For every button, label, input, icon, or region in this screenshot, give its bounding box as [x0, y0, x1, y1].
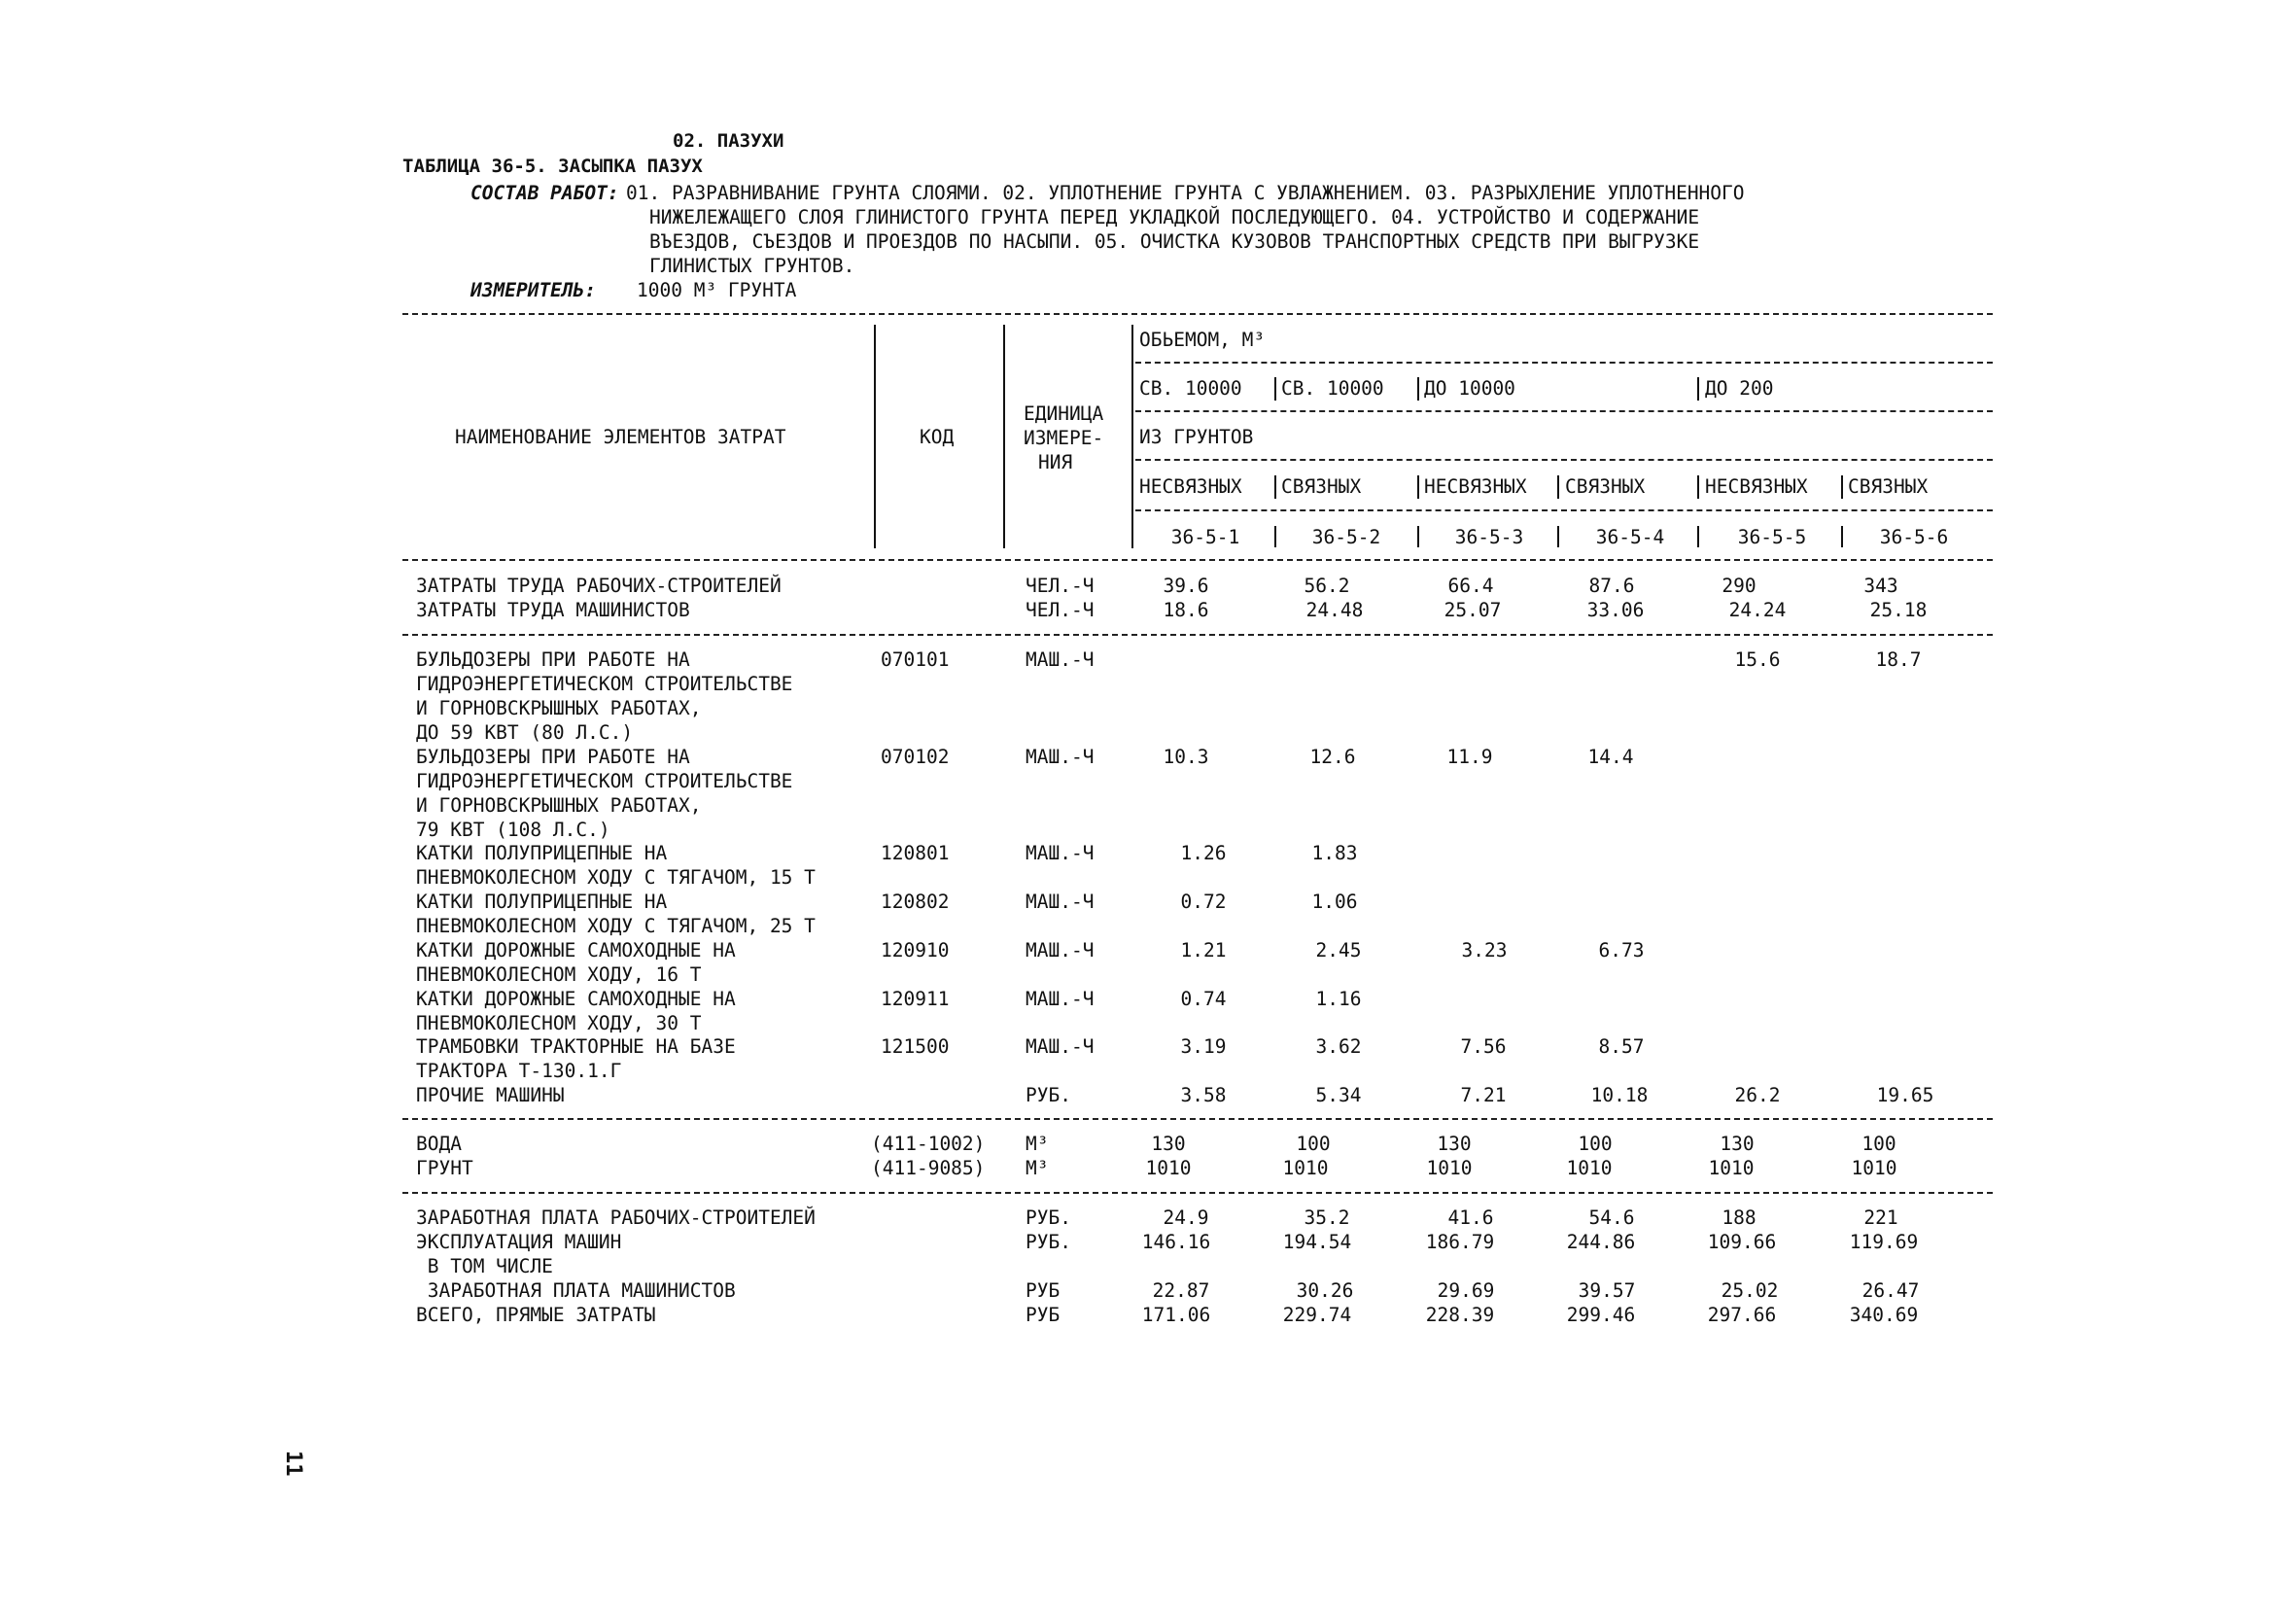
value-cell: 11.9 [1446, 746, 1493, 768]
soil-type-4: СВЯЗНЫХ [1565, 475, 1646, 498]
value-cell: 87.6 [1588, 575, 1635, 597]
value-cell: 22.87 [1152, 1279, 1210, 1302]
value-cell: 25.07 [1444, 599, 1502, 621]
machine-name-line: ГИДРОЭНЕРГЕТИЧЕСКОМ СТРОИТЕЛЬСТВЕ [416, 673, 793, 695]
rule-top [402, 313, 1993, 315]
work-line-3: ВЪЕЗДОВ, СЪЕЗДОВ И ПРОЕЗДОВ ПО НАСЫПИ. 05. ОЧИСТКА КУЗОВОВ ТРАНСПОРТНЫХ СРЕДСТВ ПРИ ВЫГРУЗКЕ [649, 230, 1700, 253]
value-cell: 0.74 [1180, 988, 1227, 1010]
value-cell: 10.3 [1163, 746, 1209, 768]
soil-sep-3 [1557, 475, 1559, 499]
machine-unit: МАШ.-Ч [1026, 746, 1095, 768]
work-line-2: НИЖЕЛЕЖАЩЕГО СЛОЯ ГЛИНИСТОГО ГРУНТА ПЕРЕД УКЛАДКОЙ ПОСЛЕДУЮЩЕГО. 04. УСТРОЙСТВО И СОДЕРЖАНИЕ [649, 206, 1700, 228]
machine-unit: МАШ.-Ч [1026, 648, 1095, 671]
column-code-6: 36-5-6 [1879, 526, 1949, 548]
rule-machines-end [402, 1118, 1993, 1120]
soil-sep-2 [1417, 475, 1419, 499]
value-cell: 0.72 [1180, 891, 1227, 913]
header-volume: ОБЬЕМОМ, М³ [1139, 329, 1266, 351]
value-cell: 100 [1578, 1133, 1613, 1155]
header-divider-3 [1131, 325, 1133, 548]
material-code: (411-1002) [871, 1133, 986, 1155]
machine-name-line: БУЛЬДОЗЕРЫ ПРИ РАБОТЕ НА [416, 746, 690, 768]
value-cell: 56.2 [1304, 575, 1350, 597]
total-unit: РУБ [1026, 1279, 1061, 1302]
value-cell: 25.18 [1869, 599, 1928, 621]
machine-name-line: ПРОЧИЕ МАШИНЫ [416, 1084, 565, 1106]
rule-h1 [1135, 362, 1993, 364]
value-cell: 194.54 [1282, 1231, 1352, 1253]
header-unit-1: ЕДИНИЦА [1024, 402, 1104, 425]
header-divider-2 [1003, 325, 1005, 548]
value-cell: 1010 [1426, 1157, 1473, 1179]
machine-name-line: И ГОРНОВСКРЫШНЫХ РАБОТАХ, [416, 697, 702, 719]
total-name: ЭКСПЛУАТАЦИЯ МАШИН [416, 1231, 622, 1253]
value-cell: 171.06 [1141, 1304, 1211, 1326]
labor-name: ЗАТРАТЫ ТРУДА РАБОЧИХ-СТРОИТЕЛЕЙ [416, 575, 782, 597]
value-cell: 130 [1720, 1133, 1755, 1155]
value-cell: 8.57 [1598, 1035, 1645, 1058]
machine-code: 120802 [881, 891, 950, 913]
soil-type-1: НЕСВЯЗНЫХ [1139, 475, 1242, 498]
soil-type-3: НЕСВЯЗНЫХ [1424, 475, 1527, 498]
soil-sep-1 [1274, 475, 1276, 499]
machine-name-line: КАТКИ ПОЛУПРИЦЕПНЫЕ НА [416, 842, 668, 864]
value-cell: 186.79 [1425, 1231, 1495, 1253]
value-cell: 29.69 [1437, 1279, 1495, 1302]
value-cell: 39.6 [1163, 575, 1209, 597]
soil-sep-4 [1697, 475, 1699, 499]
value-cell: 299.46 [1566, 1304, 1636, 1326]
machine-name-line: И ГОРНОВСКРЫШНЫХ РАБОТАХ, [416, 794, 702, 817]
value-cell: 7.21 [1460, 1084, 1507, 1106]
code-sep-5 [1841, 526, 1843, 547]
value-cell: 26.2 [1734, 1084, 1781, 1106]
total-name: ЗАРАБОТНАЯ ПЛАТА РАБОЧИХ-СТРОИТЕЛЕЙ [416, 1206, 816, 1229]
value-cell: 33.06 [1586, 599, 1645, 621]
machine-name-line: ТРАКТОРА Т-130.1.Г [416, 1060, 622, 1082]
value-cell: 1.83 [1311, 842, 1358, 864]
value-cell: 24.9 [1163, 1206, 1209, 1229]
rule-h3 [1135, 459, 1993, 461]
machine-code: 120910 [881, 939, 950, 961]
value-cell: 18.7 [1875, 648, 1922, 671]
rule-h2 [1135, 410, 1993, 412]
value-cell: 39.57 [1578, 1279, 1636, 1302]
column-code-5: 36-5-5 [1737, 526, 1807, 548]
value-cell: 1.16 [1315, 988, 1362, 1010]
value-cell: 244.86 [1566, 1231, 1636, 1253]
code-sep-4 [1697, 526, 1699, 547]
total-name: ВСЕГО, ПРЯМЫЕ ЗАТРАТЫ [416, 1304, 656, 1326]
value-cell: 109.66 [1707, 1231, 1777, 1253]
value-cell: 7.56 [1460, 1035, 1507, 1058]
machine-code: 121500 [881, 1035, 950, 1058]
value-cell: 10.18 [1590, 1084, 1649, 1106]
value-cell: 66.4 [1447, 575, 1494, 597]
range-sep-3 [1697, 377, 1699, 401]
code-sep-1 [1274, 526, 1276, 547]
machine-name-line: 79 КВТ (108 Л.С.) [416, 819, 610, 841]
value-cell: 1010 [1708, 1157, 1755, 1179]
material-unit: М³ [1026, 1133, 1049, 1155]
material-code: (411-9085) [871, 1157, 986, 1179]
machine-unit: МАШ.-Ч [1026, 939, 1095, 961]
value-cell: 3.19 [1180, 1035, 1227, 1058]
rule-materials-end [402, 1192, 1993, 1194]
page-number: 11 [281, 1451, 305, 1477]
value-cell: 146.16 [1141, 1231, 1211, 1253]
column-code-3: 36-5-3 [1454, 526, 1524, 548]
value-cell: 119.69 [1849, 1231, 1919, 1253]
material-name: ГРУНТ [416, 1157, 473, 1179]
value-cell: 100 [1296, 1133, 1331, 1155]
work-line-1: 01. РАЗРАВНИВАНИЕ ГРУНТА СЛОЯМИ. 02. УПЛОТНЕНИЕ ГРУНТА С УВЛАЖНЕНИЕМ. 03. РАЗРЫХЛЕНИЕ УПЛОТНЕННОГО [626, 182, 1745, 204]
material-unit: М³ [1026, 1157, 1049, 1179]
range-4: ДО 200 [1705, 377, 1774, 400]
soil-sep-5 [1841, 475, 1843, 499]
value-cell: 188 [1722, 1206, 1757, 1229]
machine-name-line: ПНЕВМОКОЛЕСНОМ ХОДУ, 16 Т [416, 963, 702, 986]
value-cell: 26.47 [1861, 1279, 1920, 1302]
total-unit: РУБ. [1026, 1231, 1071, 1253]
range-1: СВ. 10000 [1139, 377, 1242, 400]
table-title: ТАБЛИЦА 36-5. ЗАСЫПКА ПАЗУХ [402, 156, 703, 177]
machine-name-line: ГИДРОЭНЕРГЕТИЧЕСКОМ СТРОИТЕЛЬСТВЕ [416, 770, 793, 792]
from-soils: ИЗ ГРУНТОВ [1139, 426, 1254, 448]
column-code-2: 36-5-2 [1311, 526, 1381, 548]
code-sep-3 [1557, 526, 1559, 547]
machine-name-line: БУЛЬДОЗЕРЫ ПРИ РАБОТЕ НА [416, 648, 690, 671]
range-sep-1 [1274, 377, 1276, 401]
labor-name: ЗАТРАТЫ ТРУДА МАШИНИСТОВ [416, 599, 690, 621]
value-cell: 229.74 [1282, 1304, 1352, 1326]
value-cell: 25.02 [1721, 1279, 1779, 1302]
range-sep-2 [1417, 377, 1419, 401]
machine-unit: МАШ.-Ч [1026, 842, 1095, 864]
value-cell: 290 [1722, 575, 1757, 597]
machine-unit: МАШ.-Ч [1026, 1035, 1095, 1058]
measure-value: 1000 М³ ГРУНТА [637, 279, 797, 301]
value-cell: 130 [1437, 1133, 1472, 1155]
material-name: ВОДА [416, 1133, 462, 1155]
value-cell: 24.24 [1728, 599, 1787, 621]
value-cell: 3.23 [1461, 939, 1508, 961]
column-code-4: 36-5-4 [1595, 526, 1665, 548]
value-cell: 3.62 [1315, 1035, 1362, 1058]
machine-code: 120801 [881, 842, 950, 864]
value-cell: 30.26 [1296, 1279, 1354, 1302]
value-cell: 1010 [1145, 1157, 1192, 1179]
value-cell: 41.6 [1447, 1206, 1494, 1229]
value-cell: 1.06 [1311, 891, 1358, 913]
value-cell: 343 [1863, 575, 1898, 597]
rule-labor-end [402, 634, 1993, 636]
machine-name-line: ДО 59 КВТ (80 Л.С.) [416, 721, 634, 744]
value-cell: 221 [1863, 1206, 1898, 1229]
soil-type-2: СВЯЗНЫХ [1281, 475, 1362, 498]
value-cell: 6.73 [1598, 939, 1645, 961]
total-name: В ТОМ ЧИСЛЕ [416, 1255, 553, 1277]
value-cell: 2.45 [1315, 939, 1362, 961]
value-cell: 340.69 [1849, 1304, 1919, 1326]
value-cell: 24.48 [1305, 599, 1364, 621]
value-cell: 35.2 [1304, 1206, 1350, 1229]
header-name: НАИМЕНОВАНИЕ ЭЛЕМЕНТОВ ЗАТРАТ [455, 426, 786, 448]
machine-name-line: ПНЕВМОКОЛЕСНОМ ХОДУ, 30 Т [416, 1012, 702, 1034]
value-cell: 130 [1151, 1133, 1186, 1155]
value-cell: 1010 [1566, 1157, 1613, 1179]
machine-name-line: ПНЕВМОКОЛЕСНОМ ХОДУ С ТЯГАЧОМ, 15 Т [416, 866, 816, 889]
value-cell: 19.65 [1876, 1084, 1934, 1106]
machine-name-line: КАТКИ ПОЛУПРИЦЕПНЫЕ НА [416, 891, 668, 913]
work-line-4: ГЛИНИСТЫХ ГРУНТОВ. [649, 255, 855, 277]
value-cell: 100 [1861, 1133, 1896, 1155]
machine-name-line: КАТКИ ДОРОЖНЫЕ САМОХОДНЫЕ НА [416, 939, 736, 961]
value-cell: 228.39 [1425, 1304, 1495, 1326]
range-3: ДО 10000 [1424, 377, 1515, 400]
value-cell: 5.34 [1315, 1084, 1362, 1106]
value-cell: 12.6 [1309, 746, 1356, 768]
header-unit-2: ИЗМЕРЕ- [1024, 427, 1104, 449]
machine-code: 070101 [881, 648, 950, 671]
total-name: ЗАРАБОТНАЯ ПЛАТА МАШИНИСТОВ [416, 1279, 736, 1302]
section-title: 02. ПАЗУХИ [673, 130, 784, 152]
labor-unit: ЧЕЛ.-Ч [1026, 575, 1095, 597]
labor-unit: ЧЕЛ.-Ч [1026, 599, 1095, 621]
range-2: СВ. 10000 [1281, 377, 1384, 400]
value-cell: 297.66 [1707, 1304, 1777, 1326]
machine-name-line: КАТКИ ДОРОЖНЫЕ САМОХОДНЫЕ НА [416, 988, 736, 1010]
rule-h4 [1135, 509, 1993, 511]
machine-code: 070102 [881, 746, 950, 768]
measure-label: ИЗМЕРИТЕЛЬ: [470, 279, 597, 301]
soil-type-5: НЕСВЯЗНЫХ [1705, 475, 1808, 498]
total-unit: РУБ. [1026, 1206, 1071, 1229]
machine-unit: МАШ.-Ч [1026, 891, 1095, 913]
value-cell: 1.26 [1180, 842, 1227, 864]
value-cell: 18.6 [1163, 599, 1209, 621]
code-sep-2 [1417, 526, 1419, 547]
machine-unit: МАШ.-Ч [1026, 988, 1095, 1010]
value-cell: 1010 [1851, 1157, 1897, 1179]
value-cell: 3.58 [1180, 1084, 1227, 1106]
machine-unit: РУБ. [1026, 1084, 1071, 1106]
value-cell: 54.6 [1588, 1206, 1635, 1229]
machine-name-line: ТРАМБОВКИ ТРАКТОРНЫЕ НА БАЗЕ [416, 1035, 736, 1058]
machine-code: 120911 [881, 988, 950, 1010]
soil-type-6: СВЯЗНЫХ [1848, 475, 1929, 498]
column-code-1: 36-5-1 [1170, 526, 1240, 548]
header-divider-1 [874, 325, 876, 548]
value-cell: 14.4 [1587, 746, 1634, 768]
total-unit: РУБ [1026, 1304, 1061, 1326]
header-unit-3: НИЯ [1038, 451, 1073, 473]
rule-header-end [402, 559, 1993, 561]
header-code: КОД [920, 426, 955, 448]
value-cell: 15.6 [1734, 648, 1781, 671]
machine-name-line: ПНЕВМОКОЛЕСНОМ ХОДУ С ТЯГАЧОМ, 25 Т [416, 915, 816, 937]
value-cell: 1010 [1282, 1157, 1329, 1179]
work-label: СОСТАВ РАБОТ: [470, 182, 619, 204]
value-cell: 1.21 [1180, 939, 1227, 961]
